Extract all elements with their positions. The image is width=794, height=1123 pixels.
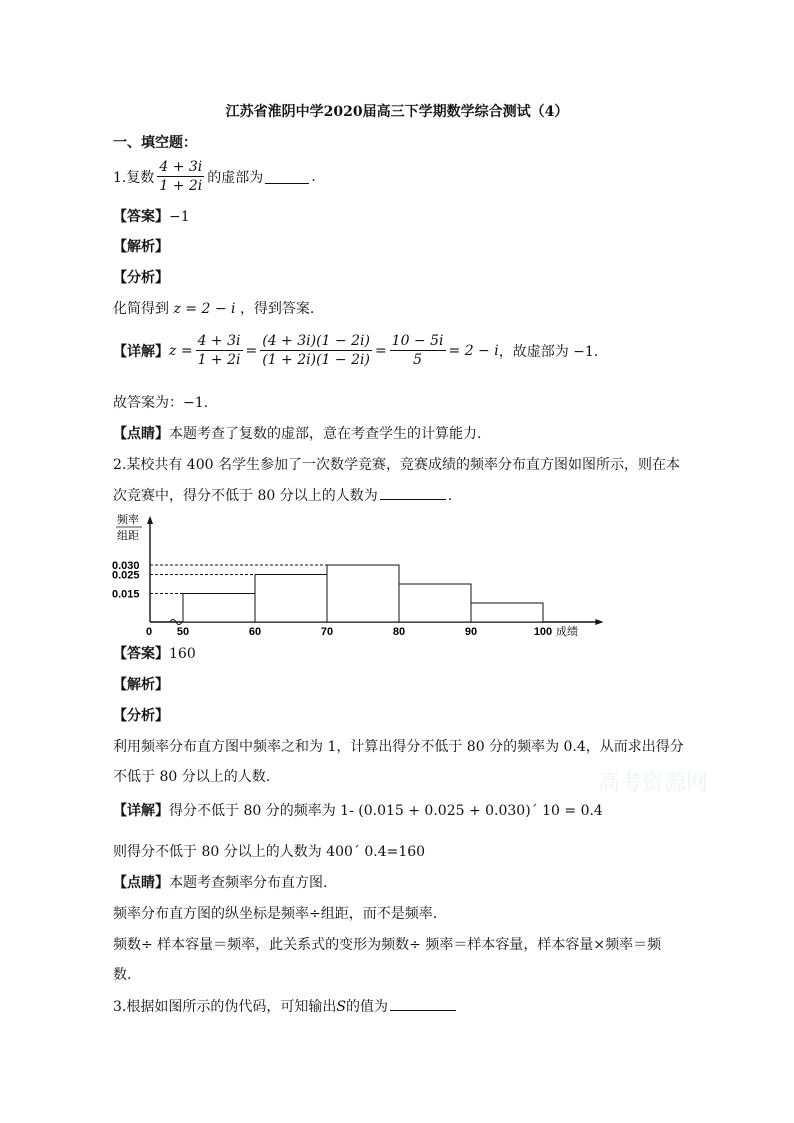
x-tick-label: 100 [533,626,553,638]
histogram-bar-60-70 [255,575,327,623]
x-tick-label: 70 [320,626,334,638]
q1-final: 故答案为：−1. [113,395,209,411]
y-label-top: 频率 [117,514,139,526]
q2-fenxi-line1: 利用频率分布直方图中频率之和为 1，计算出得分不低于 80 分的频率为 0.4，从而求出得分 [113,739,684,755]
x-tick-label: 60 [248,626,262,638]
q1-pre: 1.复数 [113,169,155,186]
q1-answer-tag: 【答案】 [113,209,169,225]
q2-answer-line: 【答案】160 [113,646,196,662]
y-tick-label: 0.015 [112,588,140,601]
q1-fraction [157,158,204,195]
x-tick-label: 90 [464,626,478,638]
q2-note2: 频数÷ 样本容量＝频率，此关系式的变形为频数÷ 频率＝样本容量，样本容量×频率＝频 [113,937,662,953]
x-tick-label: 50 [176,626,190,638]
histogram-bar-50-60 [183,594,255,623]
q2-comment-line: 【点睛】本题考查频率分布直方图. [113,875,328,891]
q1-frac-den: 1 + 2i [159,178,203,194]
q2-answer-blank [380,485,446,500]
q2-question-line2: 次竞赛中，得分不低于 80 分以上的人数为 . [113,485,452,506]
q1-answer-line [113,207,190,227]
histogram-group [112,512,603,638]
x-tick-label: 80 [392,626,406,638]
section-heading: 一、填空题： [113,135,197,151]
q2-note1: 频率分布直方图的纵坐标是频率÷组距，而不是频率. [113,906,438,922]
histogram-bar-80-90 [399,584,471,622]
y-axis-arrow [147,516,153,524]
document-title: 江苏省淮阴中学2020届高三下学期数学综合测试（4） [225,104,569,120]
x-axis-arrow [595,619,603,625]
q2-then-line: 则得分不低于 80 分以上的人数为 400´ 0.4=160 [113,844,426,860]
q1-frac-num: 4 + 3i [159,159,203,175]
q2-fenxi-line2: 不低于 80 分以上的人数. [113,769,271,785]
q1-fenxi-expr: z = 2 − i [173,301,236,317]
q2-question-line1: 2.某校共有 400 名学生参加了一次数学竞赛，竞赛成绩的频率分布直方图如图所示，则在本 [113,457,680,473]
q1-comment-line: 【点睛】本题考查了复数的虚部，意在考查学生的计算能力. [113,426,482,442]
y-tick-label: 0.025 [112,569,140,582]
q1-detail-line: 【详解】 z = $\frac{4 + 3i}{1 + 2i}$ = $\frac{(4 + 3i)(1 - 2i)}{(1 + 2i)(1 - 2i)}$ = $\frac{10 - 5i}{5}$ = 2 − i ，故虚部为 −1. [113,333,599,368]
q3-var: S [336,999,346,1015]
q1-question: 1.复数 $\frac{4 + 3i}{1 + 2i}$ 的虚部为 . [113,159,316,194]
q1-detail-frac3: $\frac{10 - 5i}{5}$ [391,333,444,368]
q1-fenxi-line: 化简得到 z = 2 − i ，得到答案. [113,301,315,317]
q1-fenxi-tag: 【分析】 [113,270,169,286]
x-origin-label: 0 [146,626,153,638]
histogram-bar-90-100 [471,603,543,622]
q1-detail-tag: 【详解】 [113,343,169,360]
frequency-histogram [110,510,578,638]
q1-detail-frac2: $\frac{(4 + 3i)(1 - 2i)}{(1 + 2i)(1 - 2i)}$ [262,333,370,368]
y-label-bottom: 组距 [117,530,139,542]
q1-answer-blank [265,169,309,184]
q2-answer: 160 [169,646,196,662]
q3-answer-blank [390,996,456,1011]
watermark: 高考资源网 [598,771,709,796]
q2-analysis-tag: 【解析】 [113,677,169,693]
x-axis-label: 成绩 [556,626,578,638]
q1-post: 的虚部为 [207,169,264,186]
q1-answer: −1 [169,209,190,225]
histogram-bar-70-80 [327,565,399,622]
q2-fenxi-tag: 【分析】 [113,708,169,724]
q1-detail-frac1: $\frac{4 + 3i}{1 + 2i}$ [197,333,241,368]
q2-detail-line: 【详解】得分不低于 80 分的频率为 1- (0.015 + 0.025 + 0.030)´ 10 = 0.4 [113,803,603,819]
q2-note3: 数. [113,967,132,983]
q1-analysis-tag: 【解析】 [113,239,169,255]
q3-question-line: 3.根据如图所示的伪代码，可知输出S的值为 [113,996,458,1017]
y-tick-label: 0.030 [112,560,140,572]
